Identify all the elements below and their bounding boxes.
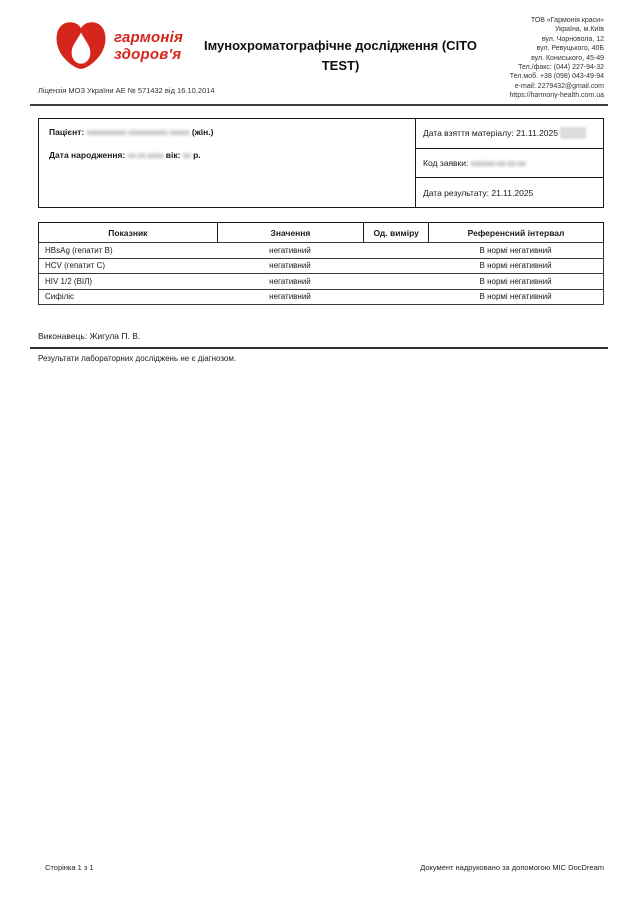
table-row — [38, 242, 604, 259]
header-divider — [30, 104, 608, 106]
header-reference: Референсний інтервал — [428, 223, 603, 242]
license-line: Ліцензія МОЗ України АЕ № 571432 від 16.10.2014 — [38, 86, 215, 95]
company-contact-line: вул. Кониського, 45-49 — [531, 54, 604, 62]
cell-indicator: HIV 1/2 (ВІЛ) — [45, 276, 93, 286]
cell-value: негативний — [269, 261, 311, 271]
harmony-health-logo-icon — [55, 20, 107, 72]
patient-name-redacted: хххххххххх хххххххххх ххххх — [86, 127, 190, 137]
cell-value: негативний — [269, 292, 311, 302]
company-contact-line: e-mail: 2279432@gmail.com — [514, 82, 604, 90]
logo-text-line1: гармонія — [114, 29, 184, 46]
cell-indicator: HBsAg (гепатит B) — [45, 245, 113, 255]
table-row — [38, 258, 604, 275]
cell-unit — [363, 243, 428, 258]
header-value: Значення — [217, 223, 364, 242]
result-date-value: 21.11.2025 — [491, 187, 534, 198]
cell-indicator: Сифіліс — [45, 292, 75, 302]
document-title: Імунохроматографічне дослідження (CITO TEST) — [203, 38, 478, 73]
company-contact-line: вул. Ревуцького, 40Б — [536, 45, 604, 53]
table-row — [38, 273, 604, 290]
company-contact-line: вул. Чорновола, 12 — [541, 35, 604, 43]
page-number: Сторінка 1 з 1 — [45, 863, 94, 872]
clinic-logo — [55, 20, 183, 72]
company-contact-line: https://harmony-health.com.ua — [509, 92, 604, 100]
results-table — [38, 222, 604, 305]
company-contact-line: Україна, м.Київ — [555, 26, 604, 34]
header-unit: Од. виміру — [363, 223, 428, 242]
patient-name-label: Пацієнт: — [49, 127, 85, 137]
cell-unit — [363, 290, 428, 305]
material-date-row — [416, 119, 603, 148]
cell-reference: В нормі негативний — [479, 261, 552, 271]
printed-by-line: Документ надруковано за допомогою МІС DocDream — [420, 863, 604, 872]
cell-value: негативний — [269, 245, 311, 255]
cell-unit — [363, 274, 428, 289]
cell-reference: В нормі негативний — [479, 276, 552, 286]
order-details — [415, 119, 603, 207]
logo-text-line2: здоров'я — [114, 46, 182, 63]
executor-label: Виконавець: — [38, 331, 88, 341]
table-row — [38, 289, 604, 306]
birth-date-redacted: хх.хх.хххх — [127, 150, 164, 160]
patient-birth-line — [49, 150, 405, 160]
age-redacted: хх — [182, 150, 191, 160]
cell-indicator: HCV (гепатит C) — [45, 261, 106, 271]
material-date-value: 21.11.2025 — [516, 128, 558, 139]
disclaimer-line: Результати лабораторних досліджень не є діагнозом. — [38, 354, 237, 363]
patient-details — [39, 119, 415, 207]
result-date-label: Дата результату: — [423, 187, 489, 198]
header-indicator: Показник — [108, 227, 148, 238]
company-contact-block — [414, 16, 604, 101]
age-suffix: р. — [193, 150, 201, 160]
executor-name: Жигула П. В. — [89, 331, 141, 341]
order-code-label: Код заявки: — [423, 158, 469, 168]
patient-info-box — [38, 118, 604, 208]
executor-line — [38, 331, 140, 341]
cell-unit — [363, 259, 428, 274]
patient-name-line — [49, 127, 405, 137]
company-contact-line: Тел.моб. +38 (098) 043-49-94 — [509, 73, 604, 81]
age-label: вік: — [165, 150, 181, 160]
clinic-logo-text — [114, 29, 183, 63]
cell-reference: В нормі негативний — [479, 292, 552, 302]
material-date-label: Дата взяття матеріалу: — [423, 128, 514, 139]
company-contact-line: ТОВ «Гармонія краси» — [530, 17, 604, 24]
order-code-row — [416, 148, 603, 178]
patient-sex: (жін.) — [191, 127, 214, 137]
executor-divider — [30, 347, 608, 349]
cell-reference: В нормі негативний — [479, 245, 552, 255]
order-code-redacted: хххххх-хх-хх-хх — [470, 158, 526, 168]
material-time-redacted — [560, 127, 586, 139]
birth-date-label: Дата народження: — [49, 150, 126, 160]
company-contact-line: Тел./факс: (044) 227-94-32 — [518, 64, 604, 72]
result-date-row — [416, 177, 603, 207]
results-table-header — [38, 222, 604, 243]
cell-value: негативний — [269, 276, 311, 286]
